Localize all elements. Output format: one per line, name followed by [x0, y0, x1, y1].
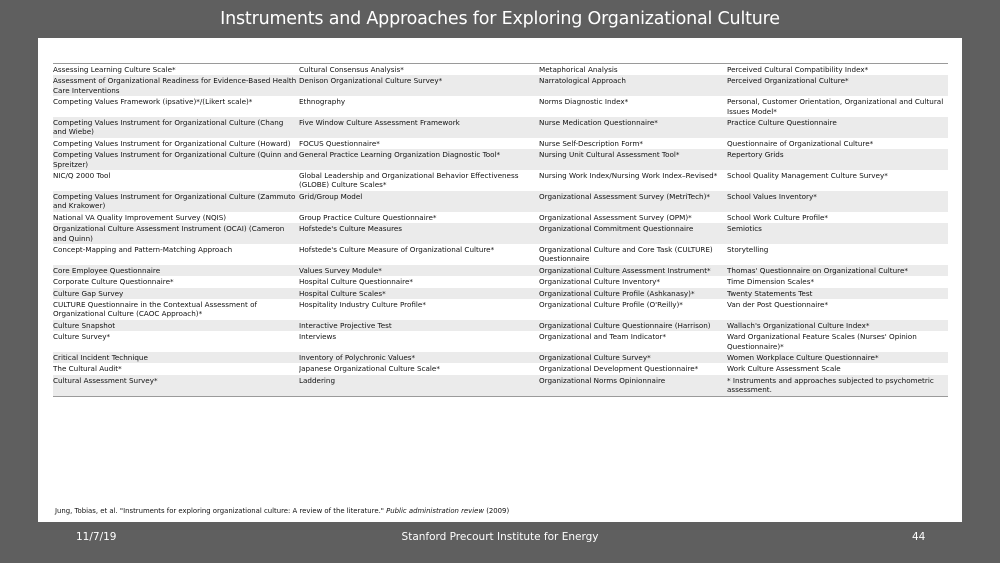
table-cell: Ethnography	[299, 97, 346, 107]
table-cell: Competing Values Instrument for Organizational Culture (Chang and Wiebe)	[53, 117, 299, 138]
table-row	[53, 276, 948, 287]
table-cell: Storytelling	[727, 244, 769, 254]
citation-suffix: (2009)	[484, 507, 510, 515]
table-cell: * Instruments and approaches subjected to psychometric assessment.	[727, 375, 948, 396]
table-row	[53, 75, 948, 96]
footer-date: 11/7/19	[76, 531, 117, 543]
table-cell: Organizational Culture Profile (Ashkanasy)*	[539, 288, 727, 299]
table-cell: FOCUS Questionnaire*	[299, 138, 380, 148]
table-cell: Competing Values Instrument for Organizational Culture (Zammuto and Krakower)	[53, 191, 299, 212]
table-cell: Perceived Organizational Culture*	[727, 75, 948, 96]
table-cell: Hospital Culture Questionnaire*	[299, 277, 413, 287]
table-cell: Nursing Work Index/Nursing Work Index–Revised*	[539, 171, 718, 181]
table-cell: Organizational Culture Profile (O'Reilly)*	[539, 299, 683, 309]
table-cell: Personal, Customer Orientation, Organizational and Cultural Issues Model*	[727, 97, 944, 116]
table-cell: Culture Gap Survey	[53, 288, 299, 299]
table-cell: Assessing Learning Culture Scale*	[53, 64, 299, 76]
table-cell: General Practice Learning Organization Diagnostic Tool*	[299, 149, 539, 170]
table-row	[53, 170, 948, 191]
table-cell: Women Workplace Culture Questionnaire*	[727, 352, 948, 363]
table-cell: Denison Organizational Culture Survey*	[299, 75, 539, 96]
table-cell: Hofstede's Culture Measure of Organizational Culture*	[299, 244, 495, 254]
table-cell: Organizational Culture Questionnaire (Harrison)	[539, 320, 727, 331]
table-cell: Cultural Consensus Analysis*	[299, 64, 539, 76]
table-cell: Metaphorical Analysis	[539, 64, 727, 76]
table-cell: Hofstede's Culture Measures	[299, 223, 539, 244]
table-row	[53, 331, 948, 352]
table-cell: Concept-Mapping and Pattern-Matching Approach	[53, 244, 233, 254]
table-cell: Organizational Development Questionnaire*	[539, 364, 699, 374]
table-cell: School Values Inventory*	[727, 191, 948, 212]
table-cell: Critical Incident Technique	[53, 352, 299, 363]
citation	[55, 507, 945, 515]
table-row	[53, 223, 948, 244]
table-cell: Nurse Self-Description Form*	[539, 138, 643, 148]
table-row	[53, 191, 948, 212]
table-cell: Five Window Culture Assessment Framework	[299, 117, 539, 138]
table-cell: Laddering	[299, 375, 539, 396]
table-row	[53, 149, 948, 170]
table-cell: School Quality Management Culture Survey*	[727, 171, 888, 181]
table-cell: Wallach's Organizational Culture Index*	[727, 320, 948, 331]
table-cell: Hospital Culture Scales*	[299, 288, 539, 299]
table-cell: Competing Values Framework (ipsative)*/(Likert scale)*	[53, 97, 253, 107]
table-row	[53, 117, 948, 138]
table-cell: Culture Snapshot	[53, 320, 299, 331]
citation-prefix: Jung, Tobias, et al. "Instruments for exploring organizational culture: A review of the literature."	[55, 507, 387, 515]
table-row	[53, 212, 948, 223]
table-row	[53, 375, 948, 396]
table-cell: Organizational Assessment Survey (MetriTech)*	[539, 191, 727, 212]
table-cell: Grid/Group Model	[299, 191, 539, 212]
table-cell: Competing Values Instrument for Organizational Culture (Quinn and Spreitzer)	[53, 150, 298, 169]
table-cell: Interviews	[299, 332, 337, 342]
table-row	[53, 288, 948, 299]
table-row	[53, 96, 948, 117]
table-cell: Core Employee Questionnaire	[53, 265, 299, 276]
footer-page-number: 44	[912, 531, 926, 543]
table-cell: School Work Culture Profile*	[727, 212, 829, 222]
table-cell: Interactive Projective Test	[299, 320, 539, 331]
table-row	[53, 320, 948, 331]
table-cell: Organizational Culture Assessment Instrument (OCAI) (Cameron and Quinn)	[53, 223, 299, 244]
table-cell: Semiotics	[727, 223, 948, 244]
table-cell: Ward Organizational Feature Scales (Nurses' Opinion Questionnaire)*	[727, 332, 917, 351]
table-cell: Group Practice Culture Questionnaire*	[299, 212, 437, 222]
table-cell: Organizational Culture Assessment Instrument*	[539, 265, 727, 276]
table-cell: Organizational Culture Survey*	[539, 352, 727, 363]
table-cell: The Cultural Audit*	[53, 364, 122, 374]
table-cell: Assessment of Organizational Readiness for Evidence-Based Health Care Interventions	[53, 75, 299, 96]
table-cell: NIC/Q 2000 Tool	[53, 171, 111, 181]
table-cell: Organizational Assessment Survey (OPM)*	[539, 212, 692, 222]
footer-organization: Stanford Precourt Institute for Energy	[401, 531, 599, 543]
table-cell: National VA Quality Improvement Survey (NQIS)	[53, 212, 227, 222]
table-cell: Global Leadership and Organizational Behavior Effectiveness (GLOBE) Culture Scales*	[299, 171, 519, 190]
table-cell: Hospitality Industry Culture Profile*	[299, 299, 426, 309]
table-row	[53, 138, 948, 149]
table-cell: Repertory Grids	[727, 149, 948, 170]
table-cell: Nursing Unit Cultural Assessment Tool*	[539, 149, 727, 170]
citation-journal: Public administration review	[386, 507, 485, 515]
table-cell: Japanese Organizational Culture Scale*	[299, 364, 440, 374]
table-cell: Organizational Culture Inventory*	[539, 277, 661, 287]
table-cell: Narratological Approach	[539, 75, 727, 96]
table-cell: Thomas' Questionnaire on Organizational Culture*	[727, 265, 948, 276]
table-cell: Culture Survey*	[53, 332, 111, 342]
table-row	[53, 265, 948, 276]
table-row	[53, 64, 948, 76]
table-cell: Questionnaire of Organizational Culture*	[727, 138, 874, 148]
table-cell: Practice Culture Questionnaire	[727, 117, 948, 138]
table-cell: Nurse Medication Questionnaire*	[539, 117, 727, 138]
instruments-table-body	[53, 64, 948, 397]
table-cell: Corporate Culture Questionnaire*	[53, 277, 174, 287]
table-cell: Values Survey Module*	[299, 265, 539, 276]
table-cell: Perceived Cultural Compatibility Index*	[727, 64, 948, 76]
instruments-table	[53, 63, 948, 397]
table-cell: Van der Post Questionnaire*	[727, 299, 829, 309]
content-panel	[38, 38, 962, 522]
table-cell: Twenty Statements Test	[727, 288, 948, 299]
table-cell: Cultural Assessment Survey*	[53, 375, 299, 396]
table-row	[53, 299, 948, 320]
table-cell: Work Culture Assessment Scale	[727, 364, 841, 374]
table-cell: Organizational Commitment Questionnaire	[539, 223, 727, 244]
table-cell: Inventory of Polychronic Values*	[299, 352, 539, 363]
table-cell: CULTURE Questionnaire in the Contextual Assessment of Organizational Culture (CAOC Approach)*	[53, 299, 258, 319]
table-row	[53, 352, 948, 363]
table-cell: Organizational Norms Opinionnaire	[539, 375, 727, 396]
table-cell: Organizational and Team Indicator*	[539, 332, 667, 342]
table-cell: Norms Diagnostic Index*	[539, 97, 629, 107]
table-cell: Organizational Culture and Core Task (CULTURE) Questionnaire	[539, 244, 713, 264]
table-cell: Competing Values Instrument for Organizational Culture (Howard)	[53, 138, 291, 148]
slide-title: Instruments and Approaches for Exploring Organizational Culture	[220, 9, 780, 29]
table-cell: Time Dimension Scales*	[727, 277, 815, 287]
table-row	[53, 363, 948, 374]
table-row	[53, 244, 948, 265]
